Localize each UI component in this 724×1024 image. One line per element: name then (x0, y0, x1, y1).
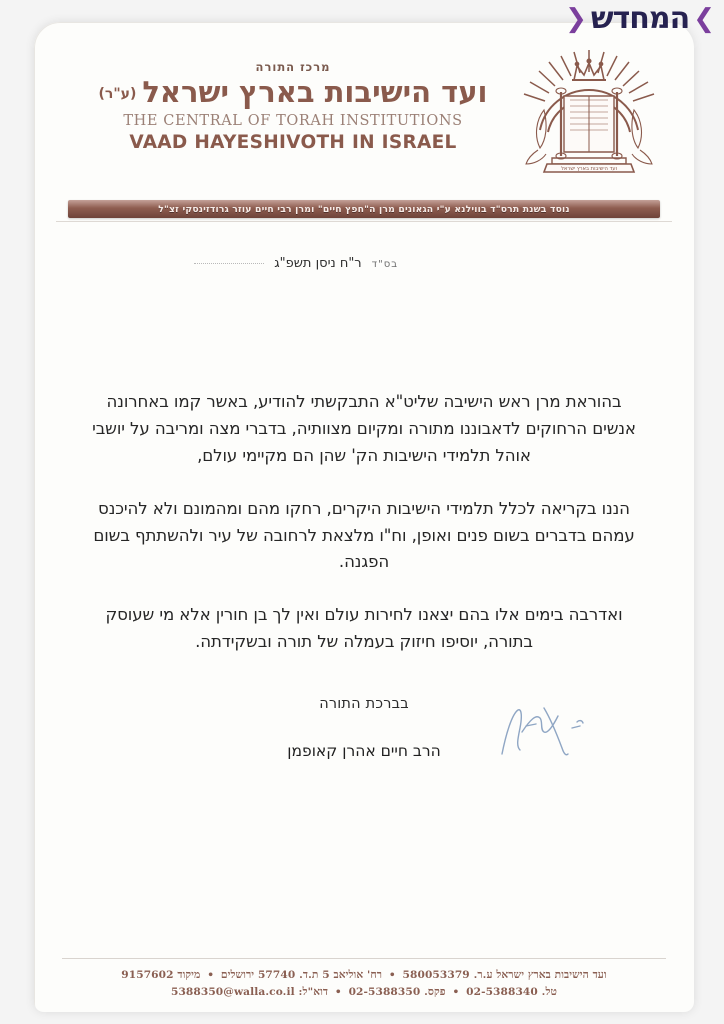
letterhead-superscript: מרכז התורה (255, 60, 331, 74)
founding-ribbon (46, 196, 682, 222)
letterhead (34, 22, 694, 184)
signature-blessing: בברכת התורה (319, 696, 409, 712)
footer-line-address (60, 967, 668, 983)
dateline-dotted-rule (194, 263, 264, 264)
signature-block (34, 696, 694, 776)
letter-document (34, 22, 694, 1012)
footer-separator-icon: • (334, 985, 342, 998)
watermark-logo (564, 2, 716, 36)
letter-footer (34, 958, 694, 1000)
founding-ribbon-text: נוסד בשנת תרס"ד בווילנא ע"י הגאונים מרן ה"חפץ חיים" ומרן רבי חיים עוזר גרודזינסקי זצ"ל (158, 203, 570, 215)
watermark-bracket-left-icon: ❮ (565, 4, 587, 34)
footer-fax: פקס. 02-5388350 (348, 985, 446, 998)
emblem-banner-text: ועד הישיבות בארץ ישראל (560, 166, 618, 172)
letterhead-title-english-2: VAAD HAYESHIVOTH IN ISRAEL (129, 132, 457, 154)
footer-separator-icon: • (207, 969, 215, 982)
watermark-text: המחדש (590, 1, 690, 36)
dateline (34, 256, 668, 271)
letterhead-title-hebrew-text: ועד הישיבות בארץ ישראל (142, 75, 488, 109)
letterhead-title-block (60, 44, 514, 153)
footer-line-contact (60, 984, 668, 1000)
signature-name: הרב חיים אהרן קאופמן (287, 742, 441, 760)
footer-org: ועד הישיבות בארץ ישראל ע.ר. 580053379 (402, 969, 607, 982)
letterhead-title-english-1: THE CENTRAL OF TORAH INSTITUTIONS (123, 113, 463, 130)
letterhead-title-hebrew (72, 76, 514, 109)
founding-ribbon-band (68, 200, 660, 218)
letter-body (90, 389, 638, 656)
letterhead-divider (56, 221, 672, 222)
footer-separator-icon: • (388, 969, 396, 982)
letterhead-registered-mark: (ע"ר) (98, 86, 137, 102)
footer-email-label: דוא"ל: (298, 985, 329, 998)
watermark-bracket-right-icon: ❯ (693, 4, 715, 34)
footer-divider (62, 958, 666, 959)
letter-paragraph: בהוראת מרן ראש הישיבה שליט"א התבקשתי להודיע, באשר קמו באחרונה אנשים הרחוקים לדאבוננו מתורה ומקיום מצוותיה, בדברי מצה ומריבה על יושבי אוהל תלמידי הישיבות הק' שהן הם מקיימי עולם, (92, 392, 636, 465)
hebrew-date: ר"ח ניסן תשפ"ג (274, 256, 362, 271)
letter-paragraph: ואדרבה בימים אלו בהם יצאנו לחירות עולם ואין לך בן חורין אלא מי שעוסק בתורה, יוסיפו חיזוק בעמלה של תורה ובשקידתה. (105, 605, 623, 652)
footer-separator-icon: • (452, 985, 460, 998)
letter-paragraph: הננו בקריאה לכלל תלמידי הישיבות היקרים, רחקו מהם ומהמונם ולא להיכנס עמהם בדברים בשום פנים ואופן, וח"ו מלצאת לרחובה של עיר ולהשתתף בשום הפגנה. (93, 498, 635, 572)
footer-address: רח' אוליאב 5 ת.ד. 57740 ירושלים (220, 969, 383, 982)
footer-phone: טל. 02-5388340 (466, 985, 558, 998)
torah-crown-emblem-icon (514, 44, 664, 184)
footer-zip: מיקוד 9157602 (121, 969, 201, 982)
footer-email[interactable]: 5388350@walla.co.il (170, 985, 295, 998)
bsd-label: בס"ד (371, 259, 398, 270)
